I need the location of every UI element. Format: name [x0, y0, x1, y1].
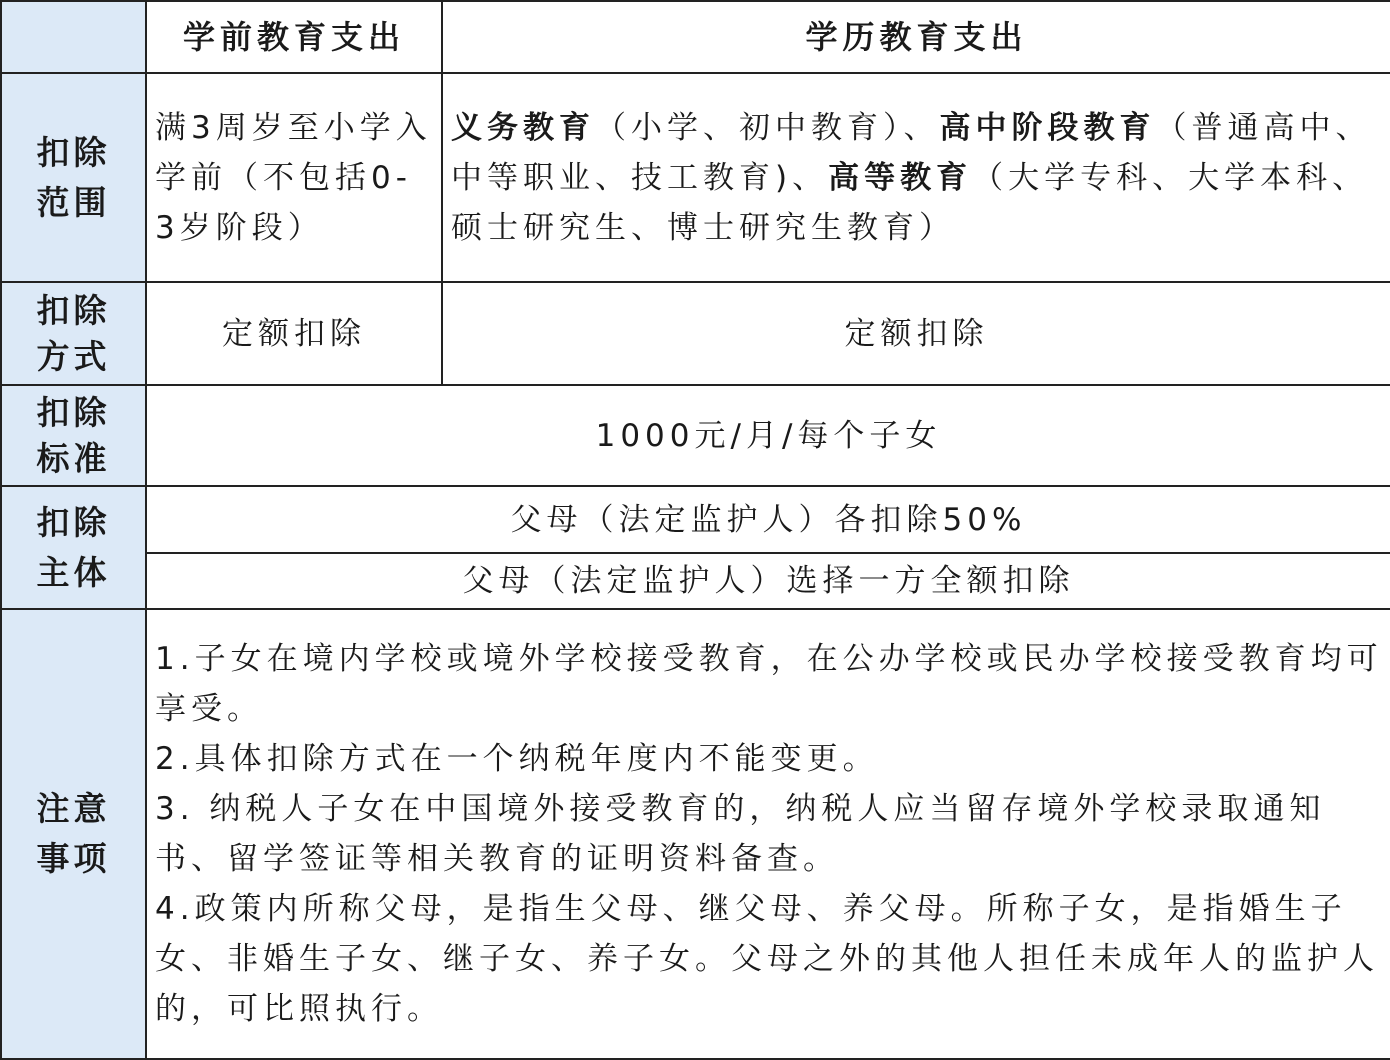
education-detail: （小学、初中教育）、: [595, 109, 940, 146]
header-row: [1, 1, 1390, 73]
note-item: 3. 纳税人子女在中国境外接受教育的，纳税人应当留存境外学校录取通知书、留学签证等相关教育的证明资料备查。: [155, 791, 1326, 877]
education-level: 义务教育: [451, 109, 595, 146]
notes-content: [146, 609, 1390, 1059]
scope-preschool: 满3周岁至小学入学前（不包括0-3岁阶段）: [146, 73, 442, 282]
notes-row: [1, 609, 1390, 1059]
standard-label: 扣除 标准: [1, 385, 146, 486]
education-detail: （大学专科、大学本科、硕士研究生、博士研究生教育）: [451, 159, 1369, 246]
corner-cell: [1, 1, 146, 73]
standard-row: [1, 385, 1390, 486]
education-detail: （普通高中、中等职业、技工教育)、: [451, 109, 1372, 196]
note-item: 2.具体扣除方式在一个纳税年度内不能变更。: [155, 741, 879, 777]
scope-row: [1, 73, 1390, 282]
method-row: [1, 282, 1390, 385]
header-preschool: 学前教育支出: [146, 1, 442, 73]
scope-academic: [442, 73, 1390, 282]
header-academic: 学历教育支出: [442, 1, 1390, 73]
notes-label: 注意 事项: [1, 609, 146, 1059]
subject-option-2: 父母（法定监护人）选择一方全额扣除: [146, 553, 1390, 609]
education-level: 高等教育: [828, 159, 973, 196]
method-academic: 定额扣除: [442, 282, 1390, 385]
method-label: 扣除 方式: [1, 282, 146, 385]
subject-label: 扣除 主体: [1, 486, 146, 609]
scope-label: 扣除 范围: [1, 73, 146, 282]
note-item: 1.子女在境内学校或境外学校接受教育，在公办学校或民办学校接受教育均可享受。: [155, 641, 1383, 727]
education-level: 高中阶段教育: [939, 109, 1156, 146]
subject-row-1: [1, 486, 1390, 553]
standard-value: 1000元/月/每个子女: [146, 385, 1390, 486]
note-item: 4.政策内所称父母，是指生父母、继父母、养父母。所称子女，是指婚生子女、非婚生子女、继子女、养子女。父母之外的其他人担任未成年人的监护人的，可比照执行。: [155, 891, 1379, 1027]
subject-option-1: 父母（法定监护人）各扣除50%: [146, 486, 1390, 553]
subject-row-2: [1, 553, 1390, 609]
method-preschool: 定额扣除: [146, 282, 442, 385]
